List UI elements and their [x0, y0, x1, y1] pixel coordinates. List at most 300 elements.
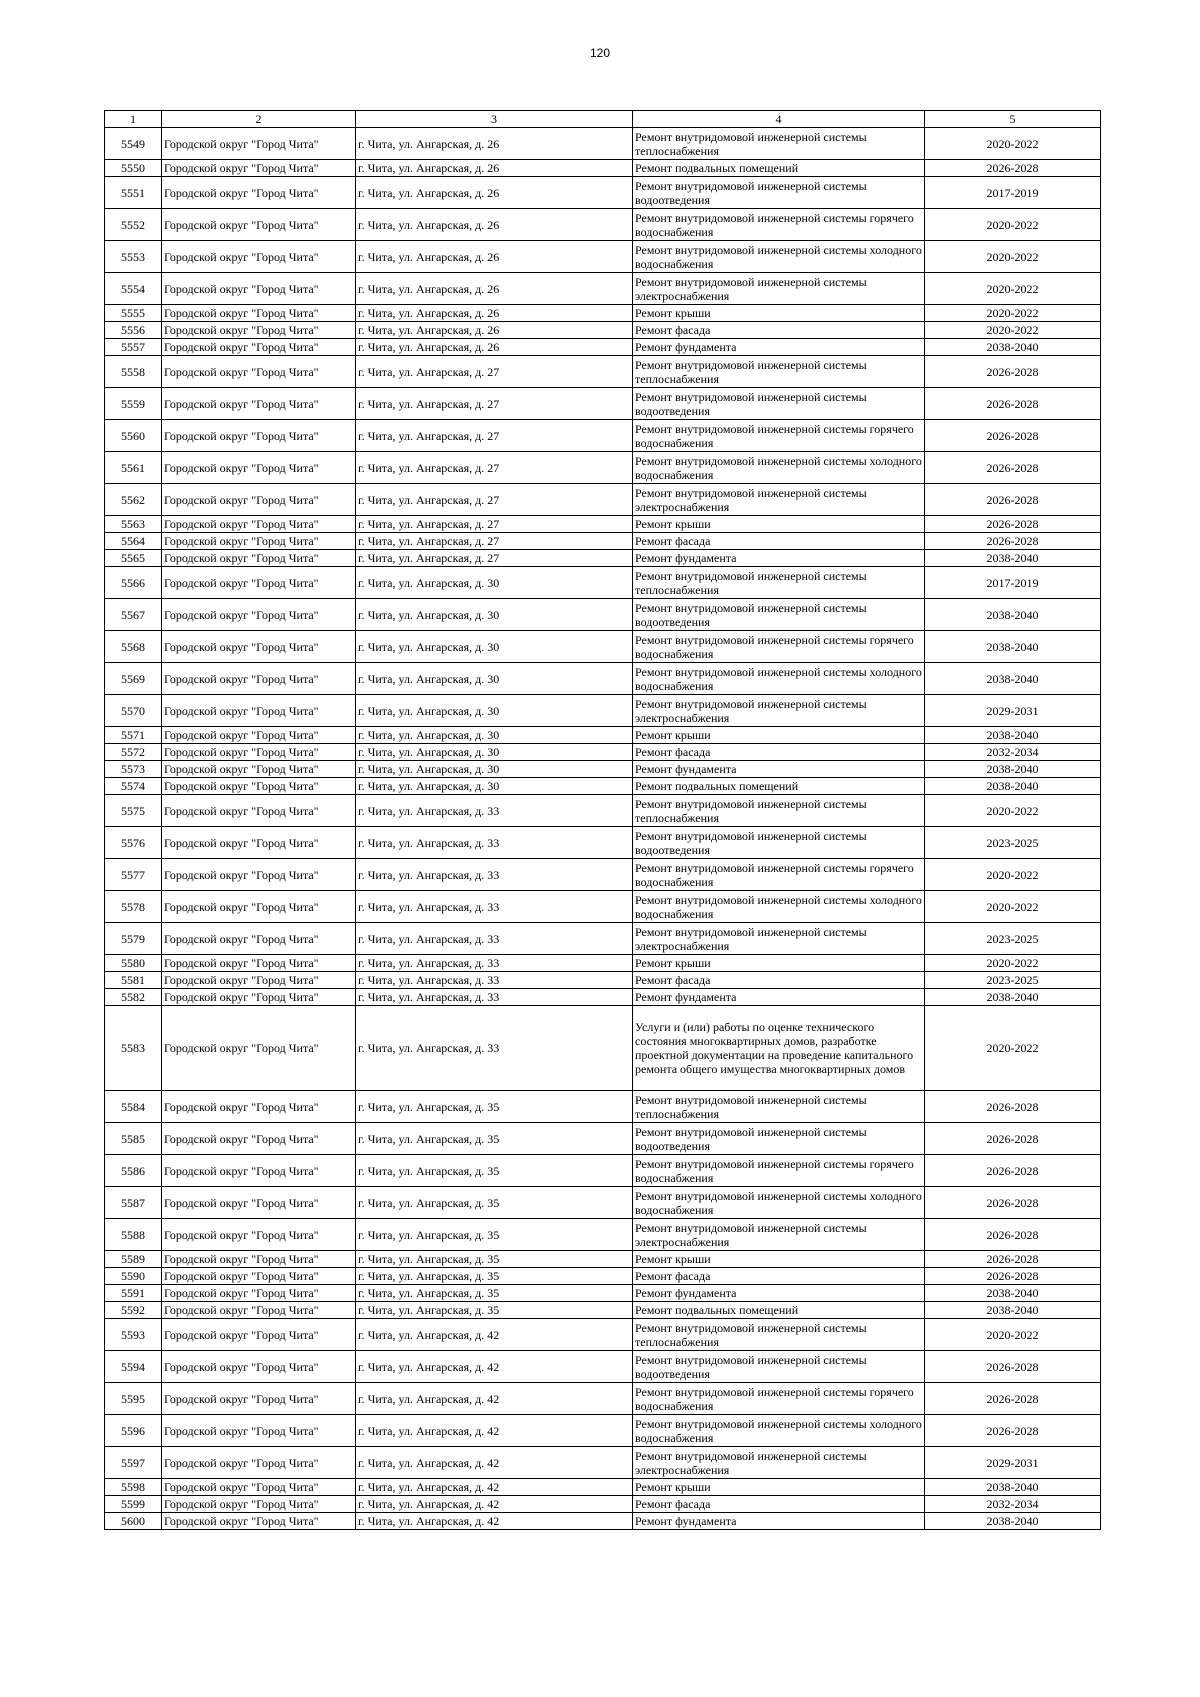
- municipality-cell: Городской округ "Город Чита": [162, 177, 356, 209]
- period-cell: 2026-2028: [925, 484, 1101, 516]
- period-cell: 2020-2022: [925, 209, 1101, 241]
- address-cell: г. Чита, ул. Ангарская, д. 26: [356, 273, 633, 305]
- work-type-cell: Ремонт внутридомовой инженерной системы горячего водоснабжения: [633, 420, 925, 452]
- work-type-cell: Ремонт крыши: [633, 1479, 925, 1496]
- address-cell: г. Чита, ул. Ангарская, д. 26: [356, 177, 633, 209]
- municipality-cell: Городской округ "Город Чита": [162, 859, 356, 891]
- address-cell: г. Чита, ул. Ангарская, д. 27: [356, 388, 633, 420]
- address-cell: г. Чита, ул. Ангарская, д. 27: [356, 484, 633, 516]
- table-body: [105, 128, 1101, 1530]
- period-cell: 2020-2022: [925, 955, 1101, 972]
- municipality-cell: Городской округ "Город Чита": [162, 305, 356, 322]
- period-cell: 2038-2040: [925, 1302, 1101, 1319]
- municipality-cell: Городской округ "Город Чита": [162, 1319, 356, 1351]
- period-cell: 2038-2040: [925, 778, 1101, 795]
- work-type-cell: Ремонт внутридомовой инженерной системы горячего водоснабжения: [633, 1155, 925, 1187]
- work-type-cell: Ремонт подвальных помещений: [633, 778, 925, 795]
- address-cell: г. Чита, ул. Ангарская, д. 33: [356, 1006, 633, 1091]
- row-number-cell: 5562: [105, 484, 162, 516]
- table-row: [105, 989, 1101, 1006]
- work-type-cell: Ремонт фасада: [633, 533, 925, 550]
- table-row: [105, 1383, 1101, 1415]
- table-row: [105, 663, 1101, 695]
- table-row: [105, 1006, 1101, 1091]
- period-cell: 2026-2028: [925, 356, 1101, 388]
- period-cell: 2026-2028: [925, 1415, 1101, 1447]
- period-cell: 2026-2028: [925, 388, 1101, 420]
- row-number-cell: 5569: [105, 663, 162, 695]
- period-cell: 2038-2040: [925, 599, 1101, 631]
- table-row: [105, 1302, 1101, 1319]
- municipality-cell: Городской округ "Город Чита": [162, 1513, 356, 1530]
- municipality-cell: Городской округ "Город Чита": [162, 1351, 356, 1383]
- work-type-cell: Ремонт фундамента: [633, 550, 925, 567]
- address-cell: г. Чита, ул. Ангарская, д. 30: [356, 778, 633, 795]
- period-cell: 2017-2019: [925, 567, 1101, 599]
- row-number-cell: 5574: [105, 778, 162, 795]
- period-cell: 2038-2040: [925, 663, 1101, 695]
- work-type-cell: Ремонт фасада: [633, 1496, 925, 1513]
- municipality-cell: Городской округ "Город Чита": [162, 356, 356, 388]
- work-type-cell: Ремонт внутридомовой инженерной системы теплоснабжения: [633, 1091, 925, 1123]
- municipality-cell: Городской округ "Город Чита": [162, 778, 356, 795]
- row-number-cell: 5598: [105, 1479, 162, 1496]
- table-row: [105, 778, 1101, 795]
- address-cell: г. Чита, ул. Ангарская, д. 33: [356, 923, 633, 955]
- table-row: [105, 550, 1101, 567]
- row-number-cell: 5580: [105, 955, 162, 972]
- municipality-cell: Городской округ "Город Чита": [162, 599, 356, 631]
- row-number-cell: 5568: [105, 631, 162, 663]
- period-cell: 2038-2040: [925, 727, 1101, 744]
- table-row: [105, 420, 1101, 452]
- municipality-cell: Городской округ "Город Чита": [162, 420, 356, 452]
- table-row: [105, 891, 1101, 923]
- period-cell: 2020-2022: [925, 241, 1101, 273]
- table-row: [105, 1123, 1101, 1155]
- address-cell: г. Чита, ул. Ангарская, д. 27: [356, 420, 633, 452]
- work-type-cell: Ремонт внутридомовой инженерной системы водоотведения: [633, 1123, 925, 1155]
- table-row: [105, 339, 1101, 356]
- period-cell: 2026-2028: [925, 516, 1101, 533]
- row-number-cell: 5550: [105, 160, 162, 177]
- table-row: [105, 160, 1101, 177]
- work-type-cell: Ремонт внутридомовой инженерной системы электроснабжения: [633, 273, 925, 305]
- period-cell: 2026-2028: [925, 420, 1101, 452]
- address-cell: г. Чита, ул. Ангарская, д. 27: [356, 516, 633, 533]
- period-cell: 2020-2022: [925, 1319, 1101, 1351]
- address-cell: г. Чита, ул. Ангарская, д. 42: [356, 1415, 633, 1447]
- row-number-cell: 5591: [105, 1285, 162, 1302]
- row-number-cell: 5549: [105, 128, 162, 160]
- row-number-cell: 5556: [105, 322, 162, 339]
- period-cell: 2023-2025: [925, 923, 1101, 955]
- address-cell: г. Чита, ул. Ангарская, д. 26: [356, 160, 633, 177]
- work-type-cell: Ремонт фундамента: [633, 339, 925, 356]
- work-type-cell: Ремонт фундамента: [633, 761, 925, 778]
- period-cell: 2038-2040: [925, 1513, 1101, 1530]
- work-type-cell: Ремонт внутридомовой инженерной системы электроснабжения: [633, 1219, 925, 1251]
- address-cell: г. Чита, ул. Ангарская, д. 26: [356, 339, 633, 356]
- row-number-cell: 5557: [105, 339, 162, 356]
- table-row: [105, 1251, 1101, 1268]
- row-number-cell: 5584: [105, 1091, 162, 1123]
- address-cell: г. Чита, ул. Ангарская, д. 27: [356, 356, 633, 388]
- table-row: [105, 567, 1101, 599]
- row-number-cell: 5594: [105, 1351, 162, 1383]
- table-row: [105, 305, 1101, 322]
- row-number-cell: 5563: [105, 516, 162, 533]
- municipality-cell: Городской округ "Город Чита": [162, 972, 356, 989]
- period-cell: 2020-2022: [925, 322, 1101, 339]
- work-type-cell: Ремонт фундамента: [633, 1513, 925, 1530]
- address-cell: г. Чита, ул. Ангарская, д. 42: [356, 1319, 633, 1351]
- work-type-cell: Ремонт внутридомовой инженерной системы горячего водоснабжения: [633, 209, 925, 241]
- period-cell: 2026-2028: [925, 1219, 1101, 1251]
- municipality-cell: Городской округ "Город Чита": [162, 727, 356, 744]
- municipality-cell: Городской округ "Город Чита": [162, 1006, 356, 1091]
- row-number-cell: 5581: [105, 972, 162, 989]
- municipality-cell: Городской округ "Город Чита": [162, 923, 356, 955]
- address-cell: г. Чита, ул. Ангарская, д. 26: [356, 322, 633, 339]
- municipality-cell: Городской округ "Город Чита": [162, 1155, 356, 1187]
- address-cell: г. Чита, ул. Ангарская, д. 33: [356, 891, 633, 923]
- municipality-cell: Городской округ "Город Чита": [162, 567, 356, 599]
- work-type-cell: Ремонт внутридомовой инженерной системы холодного водоснабжения: [633, 891, 925, 923]
- work-type-cell: Ремонт внутридомовой инженерной системы электроснабжения: [633, 1447, 925, 1479]
- address-cell: г. Чита, ул. Ангарская, д. 42: [356, 1513, 633, 1530]
- period-cell: 2038-2040: [925, 1285, 1101, 1302]
- municipality-cell: Городской округ "Город Чита": [162, 1285, 356, 1302]
- table-row: [105, 599, 1101, 631]
- municipality-cell: Городской округ "Город Чита": [162, 1496, 356, 1513]
- address-cell: г. Чита, ул. Ангарская, д. 42: [356, 1496, 633, 1513]
- table-row: [105, 827, 1101, 859]
- address-cell: г. Чита, ул. Ангарская, д. 30: [356, 663, 633, 695]
- table-row: [105, 1091, 1101, 1123]
- row-number-cell: 5566: [105, 567, 162, 599]
- table-row: [105, 859, 1101, 891]
- work-type-cell: Услуги и (или) работы по оценке технического состояния многоквартирных домов, разработке проектной документации на проведение капитального ремонта общего имущества многоквартирных домов: [633, 1006, 925, 1091]
- row-number-cell: 5560: [105, 420, 162, 452]
- work-type-cell: Ремонт внутридомовой инженерной системы теплоснабжения: [633, 128, 925, 160]
- municipality-cell: Городской округ "Город Чита": [162, 128, 356, 160]
- work-type-cell: Ремонт внутридомовой инженерной системы водоотведения: [633, 388, 925, 420]
- work-type-cell: Ремонт фундамента: [633, 1285, 925, 1302]
- row-number-cell: 5564: [105, 533, 162, 550]
- work-type-cell: Ремонт крыши: [633, 955, 925, 972]
- table-row: [105, 923, 1101, 955]
- work-type-cell: Ремонт подвальных помещений: [633, 160, 925, 177]
- table-row: [105, 1415, 1101, 1447]
- period-cell: 2026-2028: [925, 1091, 1101, 1123]
- row-number-cell: 5589: [105, 1251, 162, 1268]
- row-number-cell: 5583: [105, 1006, 162, 1091]
- municipality-cell: Городской округ "Город Чита": [162, 891, 356, 923]
- work-type-cell: Ремонт внутридомовой инженерной системы холодного водоснабжения: [633, 452, 925, 484]
- municipality-cell: Городской округ "Город Чита": [162, 533, 356, 550]
- work-type-cell: Ремонт внутридомовой инженерной системы холодного водоснабжения: [633, 663, 925, 695]
- address-cell: г. Чита, ул. Ангарская, д. 35: [356, 1268, 633, 1285]
- row-number-cell: 5553: [105, 241, 162, 273]
- row-number-cell: 5559: [105, 388, 162, 420]
- header-cell: 1: [105, 111, 162, 128]
- municipality-cell: Городской округ "Город Чита": [162, 452, 356, 484]
- row-number-cell: 5600: [105, 1513, 162, 1530]
- municipality-cell: Городской округ "Город Чита": [162, 322, 356, 339]
- municipality-cell: Городской округ "Город Чита": [162, 1091, 356, 1123]
- municipality-cell: Городской округ "Город Чита": [162, 795, 356, 827]
- row-number-cell: 5599: [105, 1496, 162, 1513]
- table-row: [105, 516, 1101, 533]
- municipality-cell: Городской округ "Город Чита": [162, 516, 356, 533]
- work-type-cell: Ремонт внутридомовой инженерной системы теплоснабжения: [633, 795, 925, 827]
- work-type-cell: Ремонт внутридомовой инженерной системы электроснабжения: [633, 484, 925, 516]
- municipality-cell: Городской округ "Город Чита": [162, 484, 356, 516]
- municipality-cell: Городской округ "Город Чита": [162, 1219, 356, 1251]
- address-cell: г. Чита, ул. Ангарская, д. 26: [356, 305, 633, 322]
- address-cell: г. Чита, ул. Ангарская, д. 35: [356, 1219, 633, 1251]
- row-number-cell: 5593: [105, 1319, 162, 1351]
- period-cell: 2029-2031: [925, 695, 1101, 727]
- municipality-cell: Городской округ "Город Чита": [162, 1479, 356, 1496]
- municipality-cell: Городской округ "Город Чита": [162, 1302, 356, 1319]
- work-type-cell: Ремонт внутридомовой инженерной системы электроснабжения: [633, 695, 925, 727]
- row-number-cell: 5595: [105, 1383, 162, 1415]
- header-cell: 3: [356, 111, 633, 128]
- work-type-cell: Ремонт внутридомовой инженерной системы водоотведения: [633, 827, 925, 859]
- period-cell: 2020-2022: [925, 305, 1101, 322]
- address-cell: г. Чита, ул. Ангарская, д. 26: [356, 209, 633, 241]
- row-number-cell: 5586: [105, 1155, 162, 1187]
- work-type-cell: Ремонт внутридомовой инженерной системы теплоснабжения: [633, 356, 925, 388]
- period-cell: 2026-2028: [925, 1155, 1101, 1187]
- header-cell: 5: [925, 111, 1101, 128]
- municipality-cell: Городской округ "Город Чита": [162, 1415, 356, 1447]
- municipality-cell: Городской округ "Город Чита": [162, 1187, 356, 1219]
- municipality-cell: Городской округ "Город Чита": [162, 761, 356, 778]
- row-number-cell: 5567: [105, 599, 162, 631]
- address-cell: г. Чита, ул. Ангарская, д. 35: [356, 1302, 633, 1319]
- municipality-cell: Городской округ "Город Чита": [162, 1447, 356, 1479]
- table-row: [105, 1513, 1101, 1530]
- municipality-cell: Городской округ "Город Чита": [162, 1383, 356, 1415]
- capital-repair-table: [104, 110, 1101, 1530]
- work-type-cell: Ремонт внутридомовой инженерной системы теплоснабжения: [633, 1319, 925, 1351]
- table-row: [105, 452, 1101, 484]
- work-type-cell: Ремонт фасада: [633, 1268, 925, 1285]
- period-cell: 2026-2028: [925, 160, 1101, 177]
- period-cell: 2020-2022: [925, 795, 1101, 827]
- row-number-cell: 5570: [105, 695, 162, 727]
- table-row: [105, 484, 1101, 516]
- table-row: [105, 128, 1101, 160]
- period-cell: 2038-2040: [925, 761, 1101, 778]
- table-row: [105, 1447, 1101, 1479]
- row-number-cell: 5596: [105, 1415, 162, 1447]
- work-type-cell: Ремонт внутридомовой инженерной системы электроснабжения: [633, 923, 925, 955]
- row-number-cell: 5582: [105, 989, 162, 1006]
- work-type-cell: Ремонт внутридомовой инженерной системы холодного водоснабжения: [633, 241, 925, 273]
- table-row: [105, 1479, 1101, 1496]
- period-cell: 2020-2022: [925, 891, 1101, 923]
- municipality-cell: Городской округ "Город Чита": [162, 1268, 356, 1285]
- address-cell: г. Чита, ул. Ангарская, д. 35: [356, 1091, 633, 1123]
- address-cell: г. Чита, ул. Ангарская, д. 33: [356, 972, 633, 989]
- work-type-cell: Ремонт внутридомовой инженерной системы горячего водоснабжения: [633, 859, 925, 891]
- work-type-cell: Ремонт крыши: [633, 305, 925, 322]
- table-row: [105, 727, 1101, 744]
- address-cell: г. Чита, ул. Ангарская, д. 27: [356, 452, 633, 484]
- municipality-cell: Городской округ "Город Чита": [162, 388, 356, 420]
- municipality-cell: Городской округ "Город Чита": [162, 339, 356, 356]
- row-number-cell: 5551: [105, 177, 162, 209]
- row-number-cell: 5552: [105, 209, 162, 241]
- table-row: [105, 273, 1101, 305]
- table-row: [105, 1268, 1101, 1285]
- work-type-cell: Ремонт внутридомовой инженерной системы водоотведения: [633, 599, 925, 631]
- address-cell: г. Чита, ул. Ангарская, д. 42: [356, 1383, 633, 1415]
- address-cell: г. Чита, ул. Ангарская, д. 35: [356, 1285, 633, 1302]
- work-type-cell: Ремонт внутридомовой инженерной системы горячего водоснабжения: [633, 631, 925, 663]
- row-number-cell: 5579: [105, 923, 162, 955]
- work-type-cell: Ремонт фасада: [633, 744, 925, 761]
- table-row: [105, 955, 1101, 972]
- address-cell: г. Чита, ул. Ангарская, д. 27: [356, 550, 633, 567]
- work-type-cell: Ремонт фасада: [633, 322, 925, 339]
- work-type-cell: Ремонт внутридомовой инженерной системы теплоснабжения: [633, 567, 925, 599]
- period-cell: 2026-2028: [925, 1251, 1101, 1268]
- address-cell: г. Чита, ул. Ангарская, д. 33: [356, 989, 633, 1006]
- page-number: 120: [589, 46, 611, 60]
- row-number-cell: 5572: [105, 744, 162, 761]
- address-cell: г. Чита, ул. Ангарская, д. 30: [356, 599, 633, 631]
- row-number-cell: 5573: [105, 761, 162, 778]
- municipality-cell: Городской округ "Город Чита": [162, 273, 356, 305]
- row-number-cell: 5575: [105, 795, 162, 827]
- header-cell: 4: [633, 111, 925, 128]
- address-cell: г. Чита, ул. Ангарская, д. 30: [356, 761, 633, 778]
- period-cell: 2026-2028: [925, 452, 1101, 484]
- period-cell: 2020-2022: [925, 859, 1101, 891]
- municipality-cell: Городской округ "Город Чита": [162, 955, 356, 972]
- table-row: [105, 241, 1101, 273]
- table-row: [105, 209, 1101, 241]
- row-number-cell: 5590: [105, 1268, 162, 1285]
- row-number-cell: 5588: [105, 1219, 162, 1251]
- address-cell: г. Чита, ул. Ангарская, д. 42: [356, 1351, 633, 1383]
- period-cell: 2020-2022: [925, 128, 1101, 160]
- address-cell: г. Чита, ул. Ангарская, д. 42: [356, 1479, 633, 1496]
- period-cell: 2038-2040: [925, 1479, 1101, 1496]
- row-number-cell: 5592: [105, 1302, 162, 1319]
- period-cell: 2026-2028: [925, 533, 1101, 550]
- table-row: [105, 1319, 1101, 1351]
- address-cell: г. Чита, ул. Ангарская, д. 27: [356, 533, 633, 550]
- row-number-cell: 5554: [105, 273, 162, 305]
- table-row: [105, 1285, 1101, 1302]
- period-cell: 2020-2022: [925, 1006, 1101, 1091]
- row-number-cell: 5561: [105, 452, 162, 484]
- municipality-cell: Городской округ "Город Чита": [162, 1251, 356, 1268]
- address-cell: г. Чита, ул. Ангарская, д. 35: [356, 1187, 633, 1219]
- municipality-cell: Городской округ "Город Чита": [162, 631, 356, 663]
- table-row: [105, 744, 1101, 761]
- period-cell: 2026-2028: [925, 1123, 1101, 1155]
- address-cell: г. Чита, ул. Ангарская, д. 30: [356, 631, 633, 663]
- period-cell: 2038-2040: [925, 550, 1101, 567]
- period-cell: 2026-2028: [925, 1351, 1101, 1383]
- period-cell: 2026-2028: [925, 1268, 1101, 1285]
- row-number-cell: 5576: [105, 827, 162, 859]
- table-row: [105, 1496, 1101, 1513]
- municipality-cell: Городской округ "Город Чита": [162, 241, 356, 273]
- period-cell: 2020-2022: [925, 273, 1101, 305]
- row-number-cell: 5577: [105, 859, 162, 891]
- work-type-cell: Ремонт внутридомовой инженерной системы холодного водоснабжения: [633, 1415, 925, 1447]
- row-number-cell: 5565: [105, 550, 162, 567]
- work-type-cell: Ремонт крыши: [633, 516, 925, 533]
- address-cell: г. Чита, ул. Ангарская, д. 33: [356, 827, 633, 859]
- table-row: [105, 972, 1101, 989]
- table-row: [105, 356, 1101, 388]
- work-type-cell: Ремонт внутридомовой инженерной системы водоотведения: [633, 1351, 925, 1383]
- address-cell: г. Чита, ул. Ангарская, д. 42: [356, 1447, 633, 1479]
- table-row: [105, 177, 1101, 209]
- period-cell: 2038-2040: [925, 631, 1101, 663]
- address-cell: г. Чита, ул. Ангарская, д. 33: [356, 955, 633, 972]
- address-cell: г. Чита, ул. Ангарская, д. 26: [356, 241, 633, 273]
- table-row: [105, 322, 1101, 339]
- period-cell: 2023-2025: [925, 827, 1101, 859]
- row-number-cell: 5558: [105, 356, 162, 388]
- work-type-cell: Ремонт крыши: [633, 727, 925, 744]
- municipality-cell: Городской округ "Город Чита": [162, 550, 356, 567]
- header-row: [105, 111, 1101, 128]
- header-cell: 2: [162, 111, 356, 128]
- address-cell: г. Чита, ул. Ангарская, д. 30: [356, 744, 633, 761]
- table-row: [105, 1155, 1101, 1187]
- address-cell: г. Чита, ул. Ангарская, д. 30: [356, 727, 633, 744]
- table-row: [105, 631, 1101, 663]
- address-cell: г. Чита, ул. Ангарская, д. 33: [356, 859, 633, 891]
- period-cell: 2032-2034: [925, 1496, 1101, 1513]
- table-row: [105, 1219, 1101, 1251]
- municipality-cell: Городской округ "Город Чита": [162, 989, 356, 1006]
- period-cell: 2029-2031: [925, 1447, 1101, 1479]
- period-cell: 2038-2040: [925, 989, 1101, 1006]
- table-row: [105, 1351, 1101, 1383]
- municipality-cell: Городской округ "Город Чита": [162, 160, 356, 177]
- work-type-cell: Ремонт внутридомовой инженерной системы горячего водоснабжения: [633, 1383, 925, 1415]
- period-cell: 2032-2034: [925, 744, 1101, 761]
- table-row: [105, 795, 1101, 827]
- work-type-cell: Ремонт фундамента: [633, 989, 925, 1006]
- address-cell: г. Чита, ул. Ангарская, д. 30: [356, 695, 633, 727]
- address-cell: г. Чита, ул. Ангарская, д. 35: [356, 1155, 633, 1187]
- table-row: [105, 388, 1101, 420]
- work-type-cell: Ремонт крыши: [633, 1251, 925, 1268]
- work-type-cell: Ремонт подвальных помещений: [633, 1302, 925, 1319]
- address-cell: г. Чита, ул. Ангарская, д. 35: [356, 1123, 633, 1155]
- row-number-cell: 5597: [105, 1447, 162, 1479]
- period-cell: 2017-2019: [925, 177, 1101, 209]
- address-cell: г. Чита, ул. Ангарская, д. 26: [356, 128, 633, 160]
- work-type-cell: Ремонт внутридомовой инженерной системы холодного водоснабжения: [633, 1187, 925, 1219]
- municipality-cell: Городской округ "Город Чита": [162, 827, 356, 859]
- period-cell: 2023-2025: [925, 972, 1101, 989]
- address-cell: г. Чита, ул. Ангарская, д. 33: [356, 795, 633, 827]
